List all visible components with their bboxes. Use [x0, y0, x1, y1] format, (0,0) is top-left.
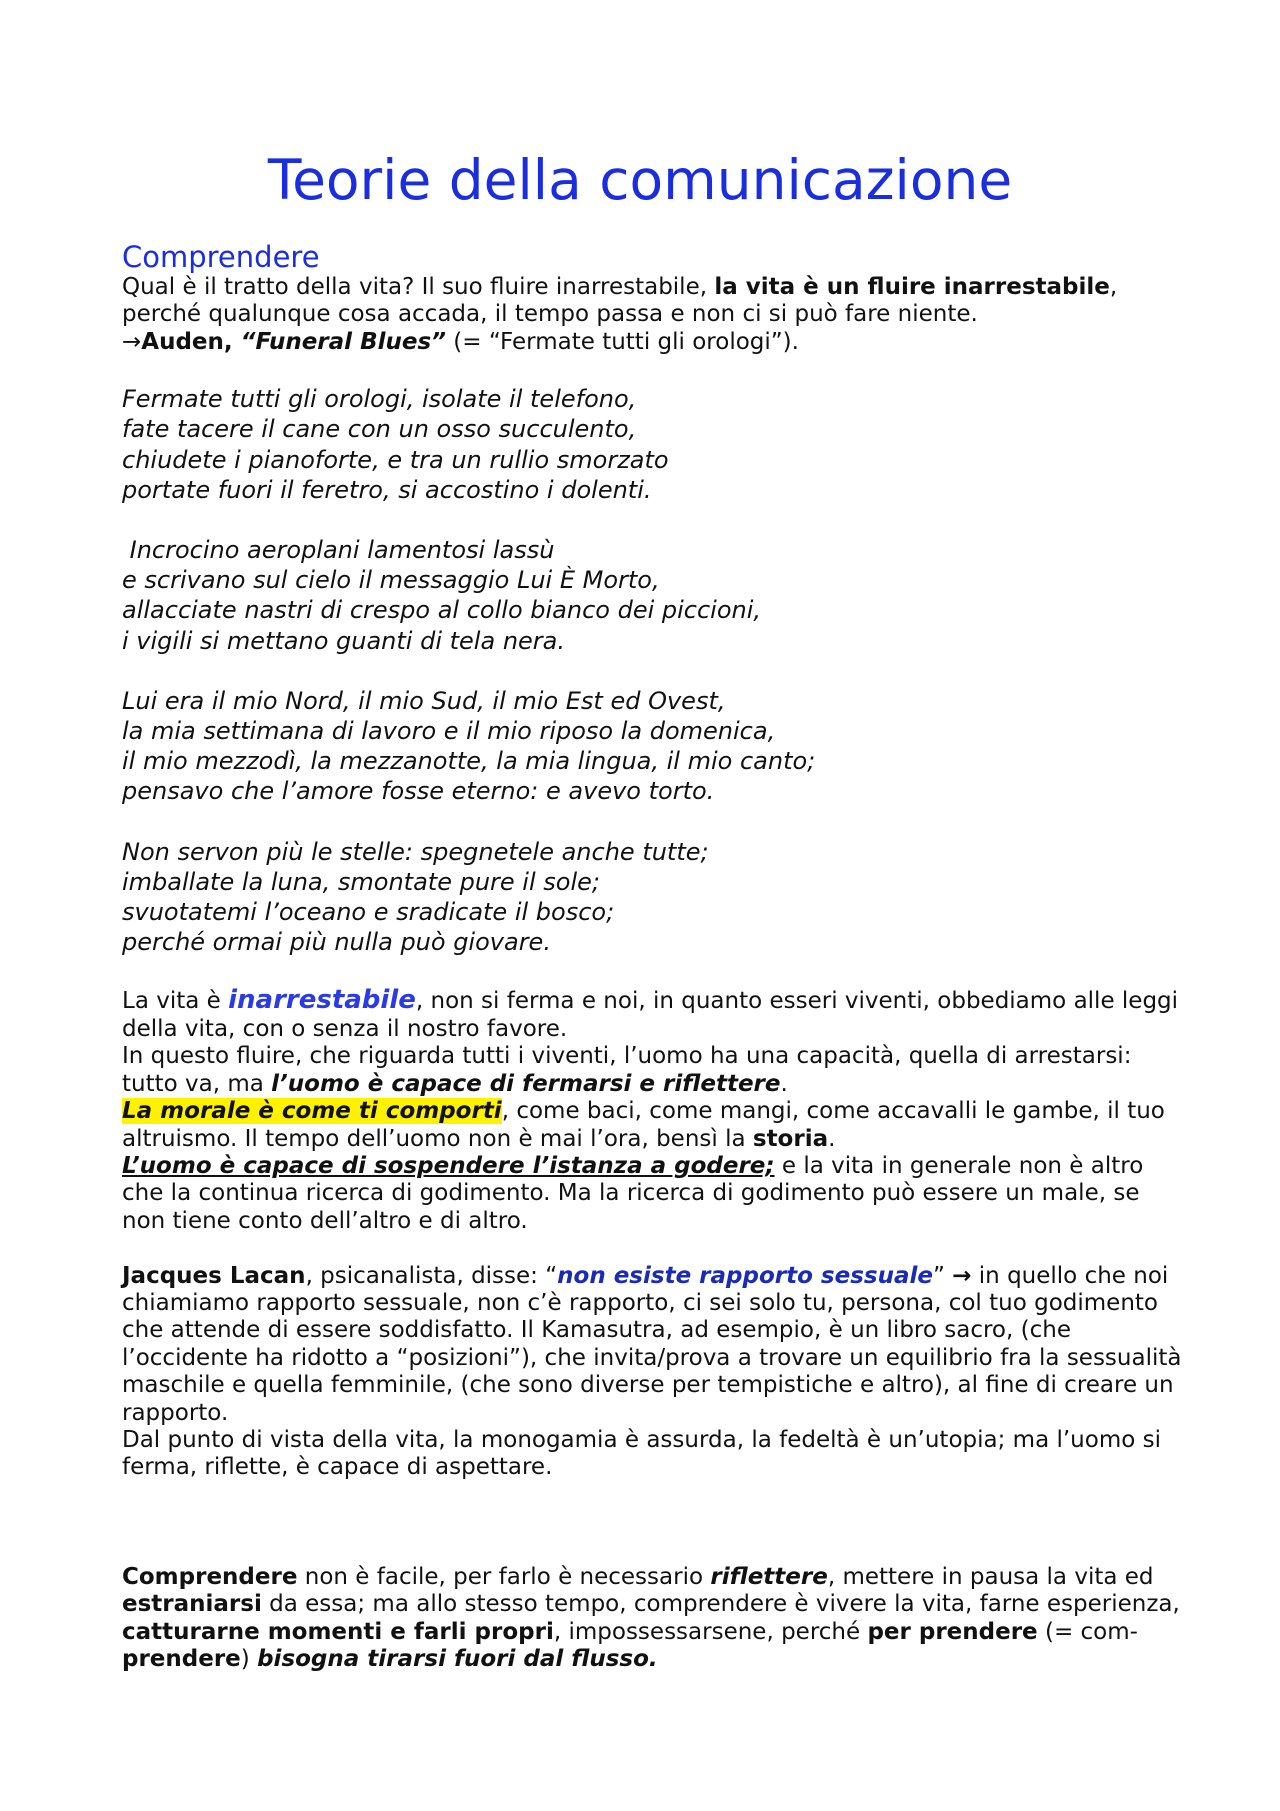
- emphasis-inarrestabile: inarrestabile: [228, 985, 416, 1016]
- poem-line: pensavo che l’amore fosse eterno: e avevo torto.: [122, 777, 715, 806]
- body-text: , come baci, come mangi, come accavalli le gambe, il tuo altruismo. Il tempo dell’uomo non è mai l’ora, bensì la: [122, 1098, 1165, 1152]
- poem-line: portate fuori il feretro, si accostino i dolenti.: [122, 475, 652, 504]
- intro-paragraph: [122, 274, 1182, 356]
- poem-line: allacciate nastri di crespo al collo bianco dei piccioni,: [122, 596, 762, 625]
- intro-text: Qual è il tratto della vita? Il suo fluire inarrestabile,: [122, 274, 715, 300]
- highlighted-text: La morale è come ti comporti: [122, 1098, 502, 1125]
- body-text: e la vita in generale non è altro che la continua ricerca di godimento. Ma la ricerca di godimento può essere un male, se non tiene conto dell’altro e di altro.: [122, 1152, 1144, 1234]
- emphasis-text: bisogna tirarsi fuori dal flusso.: [257, 1645, 658, 1672]
- emphasis-text: l’uomo è capace di fermarsi e riflettere: [271, 1070, 781, 1097]
- intro-text: (= “Fermate tutti gli orologi”).: [445, 328, 799, 355]
- bold-text: catturarne momenti e farli propri: [122, 1618, 554, 1645]
- poem-line: Lui era il mio Nord, il mio Sud, il mio Est ed Ovest,: [122, 686, 726, 715]
- body-text: La vita è: [122, 988, 229, 1015]
- bold-text: prendere: [122, 1645, 241, 1672]
- poem-line: imballate la luna, smontate pure il sole;: [122, 867, 600, 896]
- bold-text: Comprendere: [122, 1563, 298, 1590]
- paragraph-comprendere: [122, 1564, 1182, 1674]
- poem-line: perché ormai più nulla può giovare.: [122, 928, 551, 957]
- body-text: da essa; ma allo stesso tempo, comprendere è vivere la vita, farne esperienza,: [261, 1591, 1180, 1618]
- intro-text: ,: [1109, 274, 1118, 300]
- poem-line: fate tacere il cane con un osso succulento,: [122, 415, 637, 444]
- intro-bold: la vita è un fluire inarrestabile: [714, 274, 1110, 300]
- body-text: .: [828, 1125, 836, 1152]
- poem-line: chiudete i pianoforte, e tra un rullio smorzato: [122, 445, 669, 474]
- author-name: Jacques Lacan: [122, 1262, 306, 1289]
- body-text: (= com-: [1037, 1618, 1138, 1645]
- bold-text: per prendere: [867, 1618, 1038, 1645]
- emphasis-text: riflettere: [710, 1563, 828, 1590]
- intro-text: perché qualunque cosa accada, il tempo passa e non ci si può fare niente.: [122, 301, 978, 328]
- arrow-icon: →: [952, 1262, 972, 1289]
- poem-line: il mio mezzodì, la mezzanotte, la mia lingua, il mio canto;: [122, 747, 816, 776]
- paragraph-vita: [122, 987, 1182, 1235]
- poem-line: i vigili si mettano guanti di tela nera.: [122, 626, 565, 655]
- body-text: , psicanalista, disse: “: [305, 1262, 558, 1289]
- arrow-icon: →: [122, 328, 142, 355]
- body-text: ): [240, 1645, 258, 1672]
- author-name: Auden,: [141, 328, 241, 355]
- poem-title: “Funeral Blues”: [240, 328, 446, 355]
- document-body: [122, 240, 1182, 1673]
- body-text: non è facile, per farlo è necessario: [297, 1563, 711, 1590]
- quote-text: non esiste rapporto sessuale: [557, 1262, 933, 1289]
- body-text: ”: [932, 1262, 953, 1289]
- body-text: , mettere in pausa la vita ed: [827, 1563, 1154, 1590]
- body-text: In questo fluire, che riguarda tutti i viventi, l’uomo ha una capacità, quella di arrestarsi: tutto va, ma: [122, 1043, 1132, 1097]
- paragraph-lacan: [122, 1263, 1182, 1482]
- body-text: , impossessarsene, perché: [553, 1618, 868, 1645]
- underlined-text: L’uomo è capace di sospendere l’istanza a godere;: [122, 1152, 775, 1179]
- poem-line: la mia settimana di lavoro e il mio riposo la domenica,: [122, 717, 776, 746]
- poem-stanza: [122, 535, 1182, 656]
- poem-line: Non servon più le stelle: spegnetele anche tutte;: [122, 837, 709, 866]
- poem-line: Fermate tutti gli orologi, isolate il telefono,: [122, 385, 637, 414]
- poem-line: e scrivano sul cielo il messaggio Lui È Morto,: [122, 566, 660, 595]
- poem-stanza: [122, 686, 1182, 807]
- section-heading: Comprendere: [122, 240, 320, 274]
- poem-stanza: [122, 837, 1182, 958]
- body-text: Dal punto di vista della vita, la monogamia è assurda, la fedeltà è un’utopia; ma l’uomo si ferma, riflette, è capace di aspettare.: [122, 1426, 1161, 1481]
- body-text: in quello che noi chiamiamo rapporto sessuale, non c’è rapporto, ci sei solo tu, persona, col tuo godimento che attende di essere soddisfatto. Il Kamasutra, ad esempio, è un libro sacro, (che l’occidente ha ridotto a “posizioni”), che invita/prova a trovare un equilibrio fra la sessualità maschile e quella femminile, (che sono diverse per tempistiche e altro), al fine di creare un rapporto.: [122, 1262, 1182, 1426]
- poem-stanza: [122, 384, 1182, 505]
- bold-text: storia: [752, 1125, 829, 1152]
- body-text: , non si ferma e noi, in quanto esseri viventi, obbediamo alle leggi della vita, con o senza il nostro favore.: [122, 988, 1179, 1042]
- body-text: .: [780, 1070, 788, 1097]
- poem-line: svuotatemi l’oceano e sradicate il bosco;: [122, 898, 615, 927]
- page-title: Teorie della comunicazione: [267, 148, 1013, 212]
- poem-line: Incrocino aeroplani lamentosi lassù: [122, 536, 555, 565]
- bold-text: estraniarsi: [122, 1591, 262, 1618]
